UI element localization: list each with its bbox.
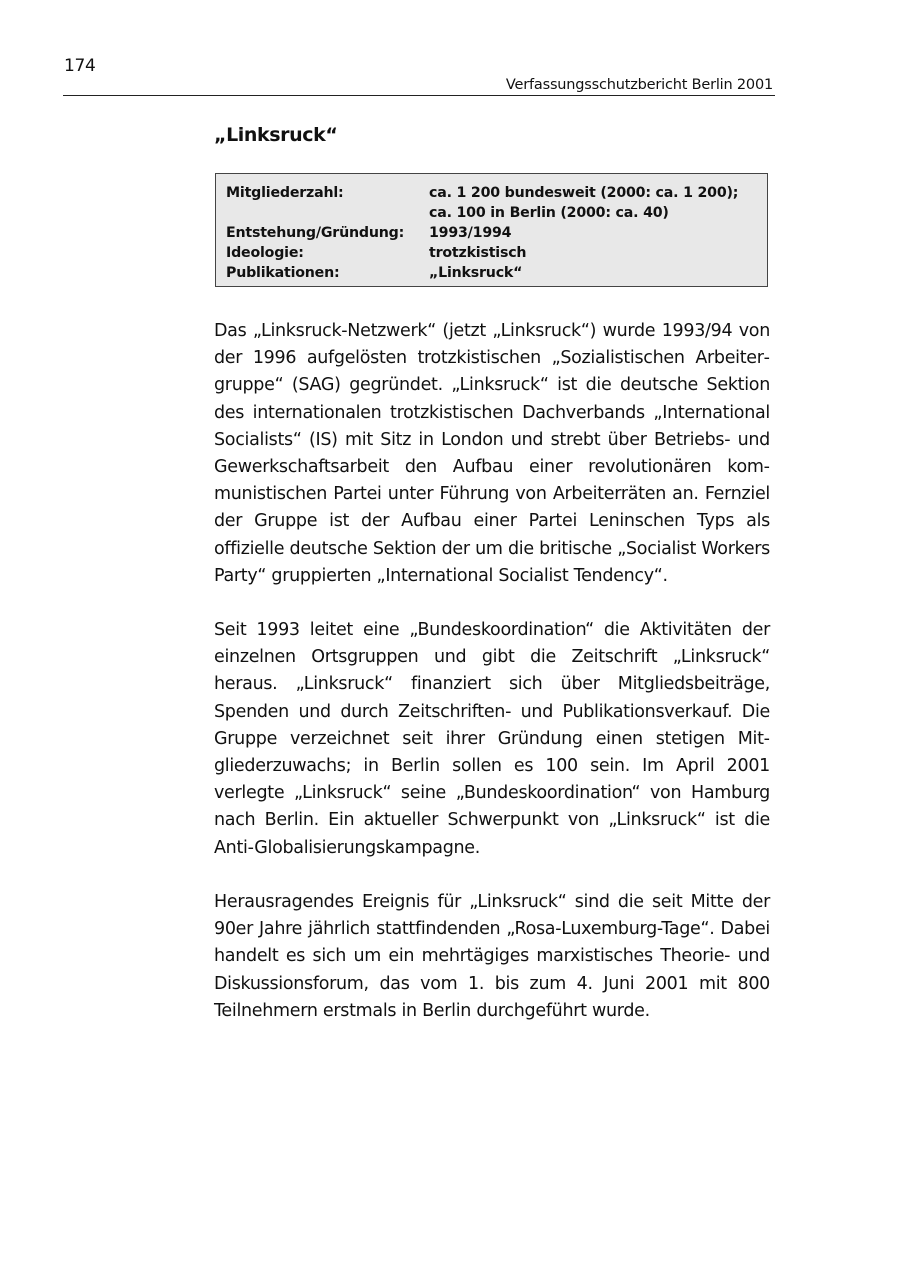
fact-row-members	[226, 183, 757, 203]
fact-label: Ideologie:	[226, 245, 304, 261]
fact-label	[226, 203, 429, 223]
fact-label: Entstehung/Gründung:	[226, 225, 405, 241]
fact-value: ca. 100 in Berlin (2000: ca. 40)	[429, 205, 669, 221]
fact-value: ca. 1 200 bundesweit (2000: ca. 1 200);	[429, 185, 739, 201]
page-number: 174	[64, 56, 96, 76]
paragraph-text: Das „Linksruck-Netzwerk“ (jetzt „Linksruck“) wurde 1993/94 von der 1996 aufgelösten trotzkistischen „Sozialistischen Arbeitergruppe“ (SAG) gegründet. „Linksruck“ ist die deutsche Sektion des internationalen trotzkistischen Dachverbands „International Socialists“ (IS) mit Sitz in London und strebt über Betriebs- und Gewerkschaftsarbeit den Aufbau einer revolutionären kommunistischen Partei unter Führung von Arbeiterräten an. Fernziel der Gruppe ist der Aufbau einer Partei Leninschen Typs als offizielle deutsche Sektion der um die britische „Socialist Workers Party“ gruppierten „International Socialist Tendency“.	[214, 321, 770, 586]
fact-value: 1993/1994	[429, 225, 512, 241]
paragraph-text: Seit 1993 leitet eine „Bundeskoordination“ die Aktivitäten der einzelnen Ortsgruppen und gibt die Zeitschrift „Linksruck“ heraus. „Linksruck“ finanziert sich über Mitgliedsbeiträge, Spenden und durch Zeitschriften- und Publikationsverkauf. Die Gruppe verzeichnet seit ihrer Gründung einen stetigen Mitgliederzuwachs; in Berlin sollen es 100 sein. Im April 2001 verlegte „Linksruck“ seine „Bundeskoordination“ von Hamburg nach Berlin. Ein aktueller Schwerpunkt von „Linksruck“ ist die Anti-Globalisierungskampagne.	[214, 620, 770, 858]
paragraph-text: Herausragendes Ereignis für „Linksruck“ sind die seit Mitte der 90er Jahre jährlich stattfindenden „Rosa-Luxemburg-Tage“. Dabei handelt es sich um ein mehrtägiges marxistisches Theorie- und Diskussionsforum, das vom 1. bis zum 4. Juni 2001 mit 800 Teilnehmern erstmals in Berlin durchgeführt wurde.	[214, 892, 770, 1021]
fact-box	[215, 173, 768, 287]
fact-row-founding	[226, 223, 757, 243]
fact-label: Publikationen:	[226, 265, 340, 281]
running-header: Verfassungsschutzbericht Berlin 2001	[505, 77, 773, 93]
fact-label: Mitgliederzahl:	[226, 185, 344, 201]
fact-row-publications	[226, 263, 757, 283]
fact-row-members-berlin	[226, 203, 757, 223]
body-paragraph-2	[214, 617, 770, 862]
header-divider	[63, 95, 775, 96]
section-title: „Linksruck“	[214, 124, 338, 146]
fact-value: trotzkistisch	[429, 245, 527, 261]
body-paragraph-3	[214, 889, 770, 1025]
fact-value: „Linksruck“	[429, 265, 523, 281]
fact-row-ideology	[226, 243, 757, 263]
body-paragraph-1	[214, 318, 770, 590]
